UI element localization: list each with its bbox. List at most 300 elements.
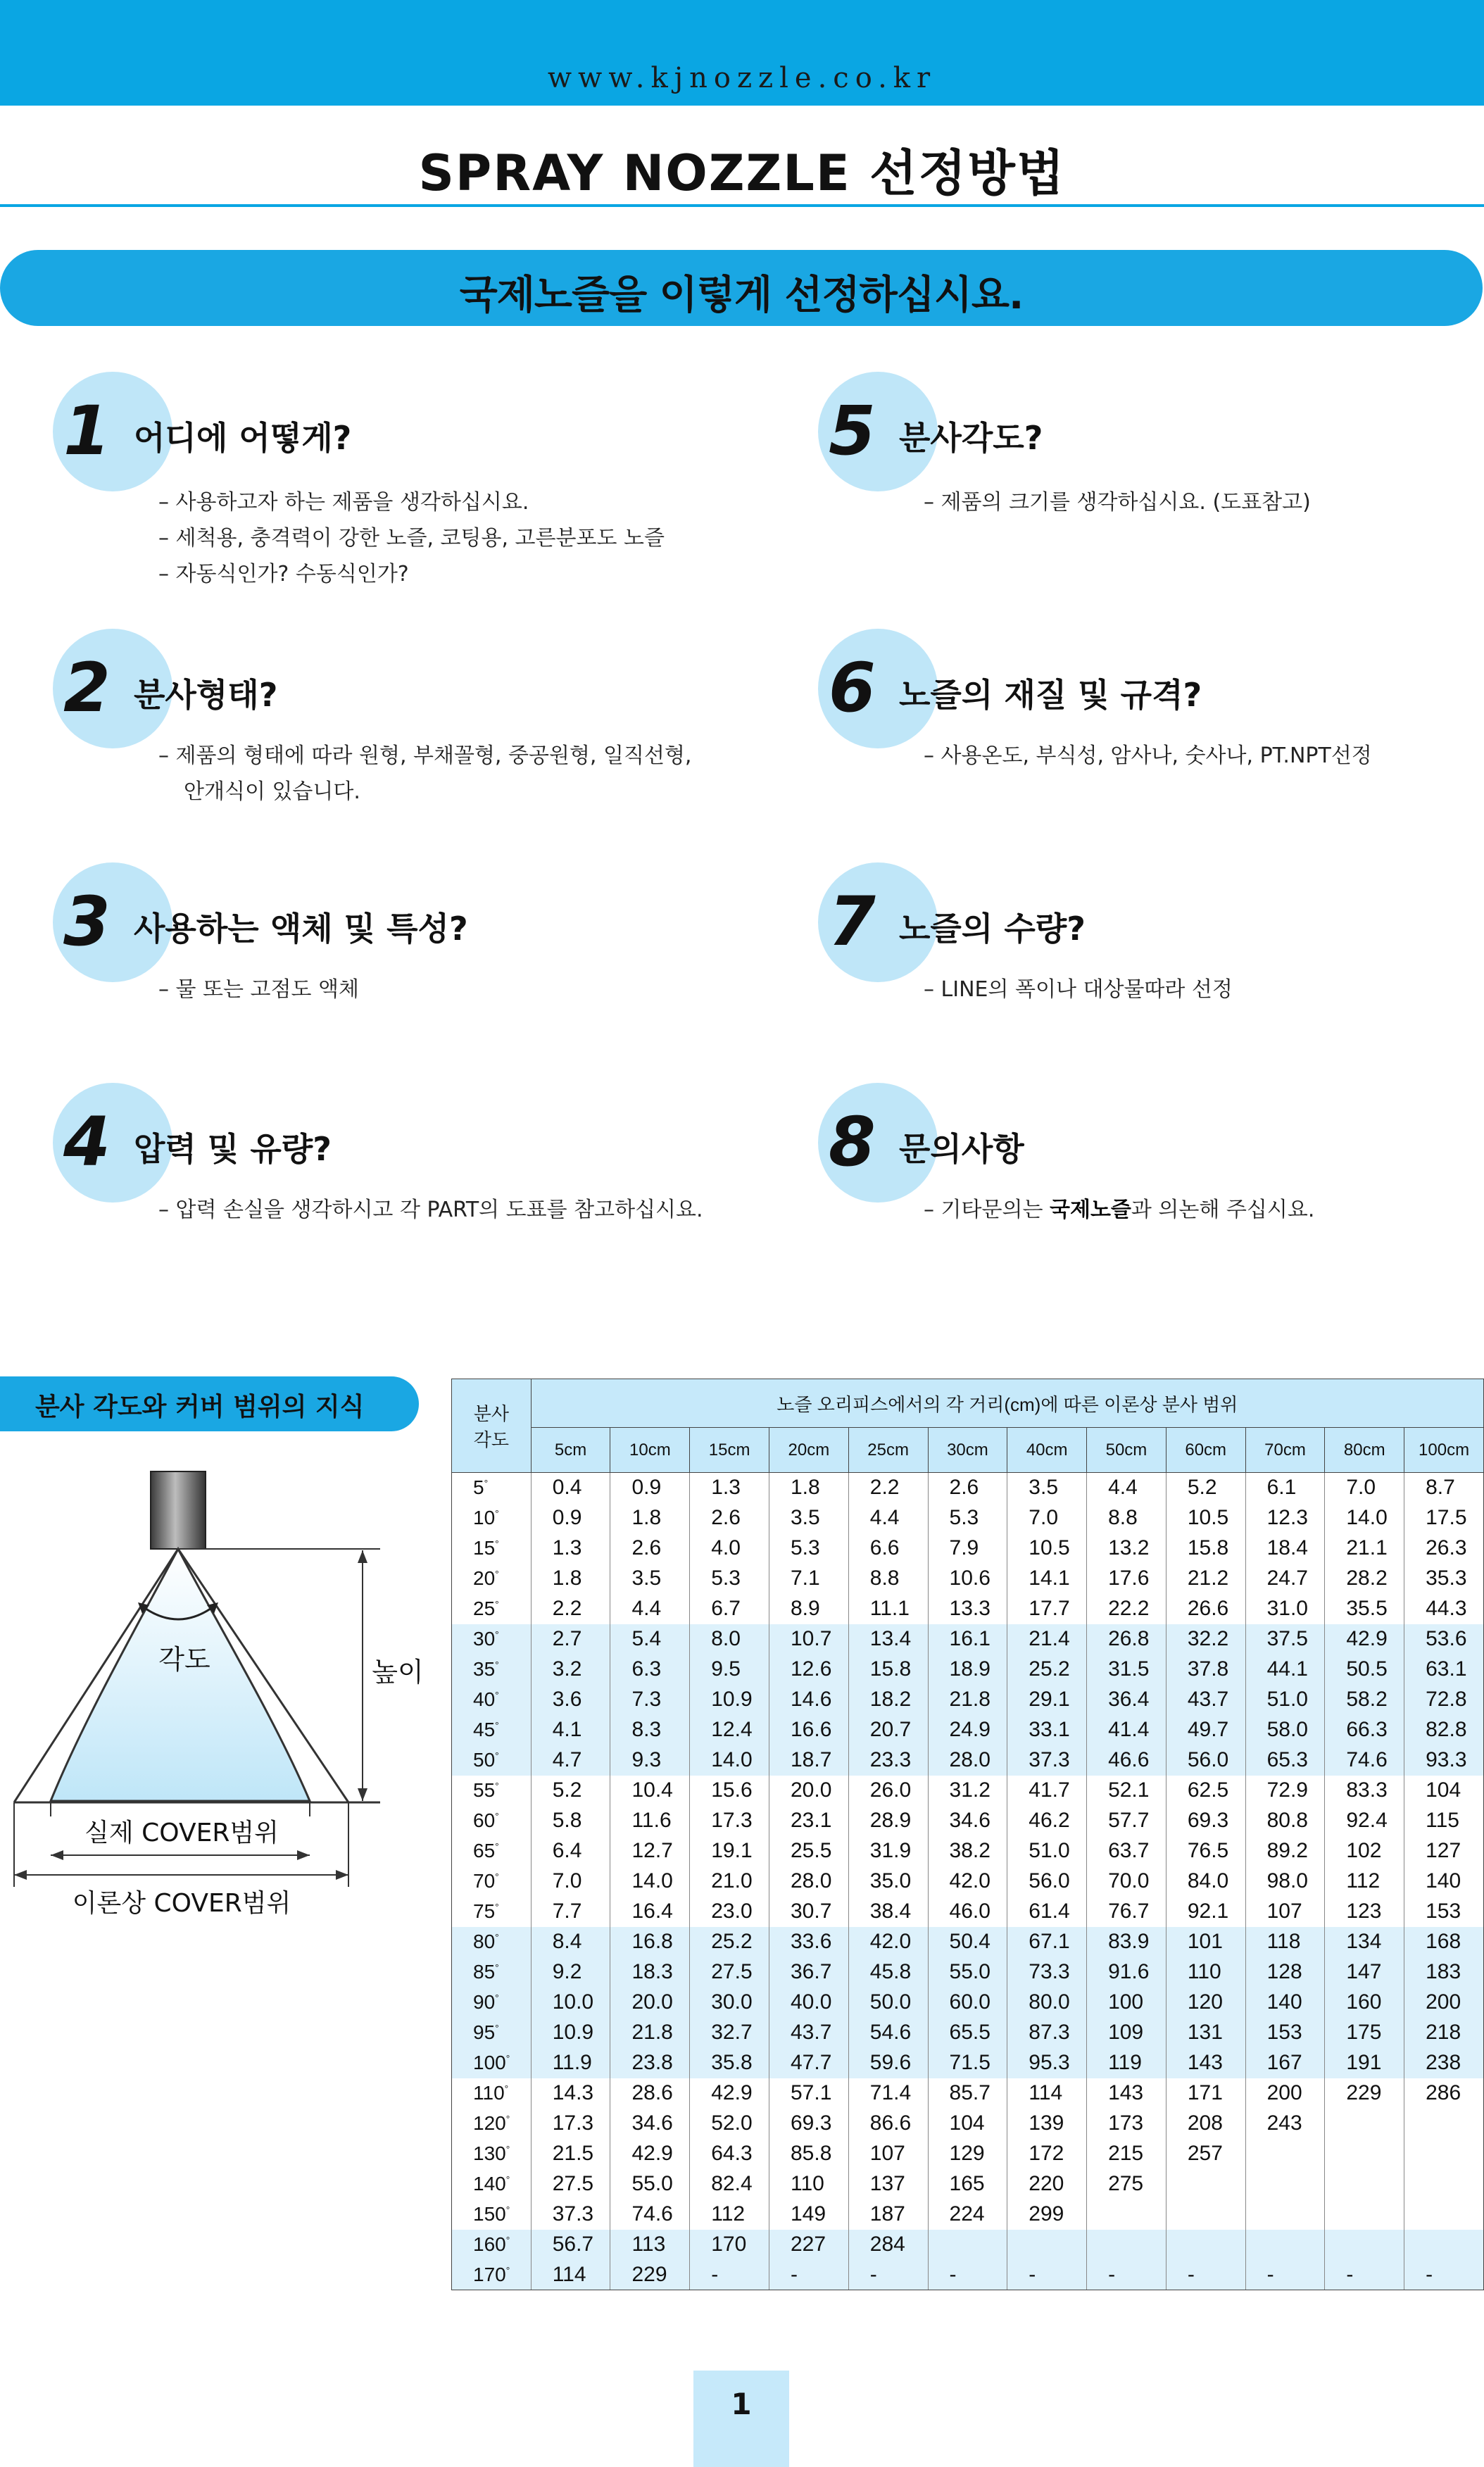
angle-value: 50 — [473, 1749, 496, 1771]
coverage-cell — [1245, 2199, 1325, 2230]
coverage-cell — [1087, 2199, 1167, 2230]
degree-icon: ° — [495, 1750, 499, 1762]
angle-cell — [452, 1836, 532, 1866]
coverage-cell: 8.4 — [531, 1927, 610, 1957]
coverage-cell: 229 — [1325, 2078, 1404, 2109]
coverage-cell: 0.4 — [531, 1473, 610, 1503]
angle-cell — [452, 1957, 532, 1988]
distance-header: 100cm — [1404, 1428, 1484, 1473]
coverage-cell: 56.7 — [531, 2230, 610, 2260]
table-row — [452, 2078, 1484, 2109]
coverage-cell: 17.6 — [1087, 1564, 1167, 1594]
coverage-cell: 9.3 — [610, 1745, 690, 1776]
angle-value: 110 — [473, 2082, 505, 2104]
coverage-cell: 2.2 — [531, 1594, 610, 1624]
coverage-cell: 14.0 — [1325, 1503, 1404, 1533]
coverage-cell: 50.4 — [928, 1927, 1007, 1957]
coverage-cell: 24.9 — [928, 1715, 1007, 1745]
coverage-cell: 35.0 — [848, 1866, 928, 1897]
coverage-cell: 11.6 — [610, 1806, 690, 1836]
step-heading: 분사형태? — [134, 676, 278, 714]
step-lines — [924, 738, 1372, 774]
coverage-cell: 7.9 — [928, 1533, 1007, 1564]
coverage-cell: 5.3 — [690, 1564, 769, 1594]
coverage-cell: 42.9 — [690, 2078, 769, 2109]
step-number: 3 — [63, 882, 111, 961]
table-row — [452, 1715, 1484, 1745]
coverage-cell: 25.5 — [769, 1836, 849, 1866]
step-6 — [765, 629, 1469, 805]
angle-value: 100 — [473, 2052, 506, 2073]
step-lines — [158, 1192, 703, 1228]
degree-icon: ° — [495, 1719, 499, 1731]
distance-group-header: 노즐 오리피스에서의 각 거리(cm)에 따른 이론상 분사 범위 — [531, 1379, 1483, 1428]
table-row — [452, 2139, 1484, 2169]
angle-value: 40 — [473, 1688, 496, 1710]
step-heading: 노즐의 수량? — [899, 910, 1086, 948]
coverage-cell: 30.7 — [769, 1897, 849, 1927]
coverage-cell: 5.8 — [531, 1806, 610, 1836]
coverage-cell: 46.0 — [928, 1897, 1007, 1927]
coverage-cell: 46.2 — [1007, 1806, 1087, 1836]
coverage-cell: 80.8 — [1245, 1806, 1325, 1836]
coverage-cell: 14.0 — [610, 1866, 690, 1897]
coverage-cell: 59.6 — [848, 2048, 928, 2078]
height-label: 높이 — [372, 1657, 424, 1688]
coverage-cell: 101 — [1166, 1927, 1245, 1957]
banner-text: 국제노즐을 이렇게 선정하십시요. — [459, 272, 1024, 318]
coverage-cell: 92.4 — [1325, 1806, 1404, 1836]
coverage-cell: 238 — [1404, 2048, 1484, 2078]
coverage-cell — [1245, 2169, 1325, 2199]
angle-cell — [452, 1503, 532, 1533]
coverage-cell: 165 — [928, 2169, 1007, 2199]
coverage-cell: 12.6 — [769, 1655, 849, 1685]
degree-icon: ° — [505, 2264, 510, 2276]
coverage-cell: 85.7 — [928, 2078, 1007, 2109]
step-lines — [924, 972, 1233, 1007]
coverage-cell: 18.4 — [1245, 1533, 1325, 1564]
coverage-cell: 11.1 — [848, 1594, 928, 1624]
coverage-cell: 80.0 — [1007, 1988, 1087, 2018]
coverage-cell: 51.0 — [1007, 1836, 1087, 1866]
coverage-cell: 17.7 — [1007, 1594, 1087, 1624]
table-row — [452, 2018, 1484, 2048]
coverage-cell: 7.7 — [531, 1897, 610, 1927]
coverage-cell: - — [928, 2260, 1007, 2290]
coverage-cell: 10.7 — [769, 1624, 849, 1655]
coverage-cell: 8.3 — [610, 1715, 690, 1745]
coverage-cell: 113 — [610, 2230, 690, 2260]
coverage-cell: 32.7 — [690, 2018, 769, 2048]
coverage-cell: 58.0 — [1245, 1715, 1325, 1745]
coverage-cell: 14.3 — [531, 2078, 610, 2109]
coverage-cell: - — [1087, 2260, 1167, 2290]
coverage-cell: 33.6 — [769, 1927, 849, 1957]
table-row — [452, 1533, 1484, 1564]
coverage-cell: 41.4 — [1087, 1715, 1167, 1745]
step-line: – 제품의 형태에 따라 원형, 부채꼴형, 중공원형, 일직선형, — [158, 743, 692, 768]
coverage-cell: 115 — [1404, 1806, 1484, 1836]
coverage-cell: 37.8 — [1166, 1655, 1245, 1685]
height-arrow-top — [358, 1550, 367, 1563]
coverage-cell: 153 — [1245, 2018, 1325, 2048]
coverage-cell: 2.6 — [928, 1473, 1007, 1503]
coverage-cell: 4.0 — [690, 1533, 769, 1564]
coverage-cell: 42.0 — [848, 1927, 928, 1957]
step-line-prefix: – 기타문의는 — [924, 1198, 1050, 1222]
angle-value: 140 — [473, 2173, 506, 2195]
coverage-cell: 36.4 — [1087, 1685, 1167, 1715]
coverage-cell: 6.4 — [531, 1836, 610, 1866]
coverage-cell: 43.7 — [1166, 1685, 1245, 1715]
table-row — [452, 1624, 1484, 1655]
coverage-cell: 31.9 — [848, 1836, 928, 1866]
coverage-cell: 119 — [1087, 2048, 1167, 2078]
table-row — [452, 2230, 1484, 2260]
page-number: 1 — [731, 2387, 752, 2421]
coverage-cell: 102 — [1325, 1836, 1404, 1866]
coverage-cell: 69.3 — [769, 2109, 849, 2139]
coverage-cell: 65.3 — [1245, 1745, 1325, 1776]
coverage-cell: 9.5 — [690, 1655, 769, 1685]
coverage-cell: 1.8 — [610, 1503, 690, 1533]
coverage-cell: 83.9 — [1087, 1927, 1167, 1957]
step-lines — [924, 1192, 1314, 1228]
coverage-cell: 83.3 — [1325, 1776, 1404, 1806]
coverage-cell: - — [769, 2260, 849, 2290]
coverage-cell: 62.5 — [1166, 1776, 1245, 1806]
coverage-cell: 3.5 — [1007, 1473, 1087, 1503]
step-heading: 사용하는 액체 및 특성? — [134, 910, 468, 948]
angle-label: 각도 — [158, 1644, 210, 1675]
coverage-cell: 128 — [1245, 1957, 1325, 1988]
coverage-cell: 31.2 — [928, 1776, 1007, 1806]
step-number: 7 — [829, 882, 876, 961]
step-lines — [158, 738, 691, 810]
coverage-cell: 21.0 — [690, 1866, 769, 1897]
step-line: – 사용하고자 하는 제품을 생각하십시요. — [158, 490, 529, 515]
step-line: – 자동식인가? 수동식인가? — [158, 562, 409, 586]
coverage-cell — [1404, 2199, 1484, 2230]
table-row — [452, 1564, 1484, 1594]
coverage-cell: 4.4 — [848, 1503, 928, 1533]
coverage-cell: 71.4 — [848, 2078, 928, 2109]
coverage-cell: 23.3 — [848, 1745, 928, 1776]
coverage-cell — [1245, 2139, 1325, 2169]
coverage-cell: 120 — [1166, 1988, 1245, 2018]
theory-arrow-left — [14, 1870, 27, 1880]
degree-icon: ° — [495, 1689, 499, 1701]
coverage-cell — [1404, 2139, 1484, 2169]
coverage-cell: 104 — [1404, 1776, 1484, 1806]
distance-header: 50cm — [1087, 1428, 1167, 1473]
coverage-cell: 13.2 — [1087, 1533, 1167, 1564]
coverage-cell: 38.2 — [928, 1836, 1007, 1866]
coverage-cell: 8.0 — [690, 1624, 769, 1655]
table-row — [452, 1988, 1484, 2018]
angle-value: 15 — [473, 1537, 496, 1559]
coverage-cell: 26.0 — [848, 1776, 928, 1806]
coverage-cell: 0.9 — [610, 1473, 690, 1503]
step-line: – 세척용, 충격력이 강한 노즐, 코팅용, 고른분포도 노즐 — [158, 526, 665, 551]
coverage-cell: - — [1166, 2260, 1245, 2290]
coverage-cell: 114 — [1007, 2078, 1087, 2109]
coverage-cell: 109 — [1087, 2018, 1167, 2048]
coverage-cell: 4.7 — [531, 1745, 610, 1776]
angle-cell — [452, 1624, 532, 1655]
coverage-cell — [1325, 2199, 1404, 2230]
site-url: www.kjnozzle.co.kr — [547, 62, 937, 94]
page-title: SPRAY NOZZLE 선정방법 — [418, 144, 1066, 202]
coverage-cell: 23.8 — [610, 2048, 690, 2078]
coverage-cell: 54.6 — [848, 2018, 928, 2048]
coverage-cell: 12.7 — [610, 1836, 690, 1866]
coverage-cell — [1245, 2230, 1325, 2260]
degree-icon: ° — [495, 1840, 499, 1852]
coverage-cell — [1166, 2169, 1245, 2199]
degree-icon: ° — [495, 1628, 499, 1640]
coverage-cell: 10.5 — [1007, 1533, 1087, 1564]
angle-value: 55 — [473, 1779, 496, 1801]
step-line: – 압력 손실을 생각하시고 각 PART의 도표를 참고하십시요. — [158, 1198, 703, 1222]
coverage-cell: 31.5 — [1087, 1655, 1167, 1685]
angle-cell — [452, 1715, 532, 1745]
coverage-cell: 16.6 — [769, 1715, 849, 1745]
coverage-cell — [1325, 2230, 1404, 2260]
coverage-cell: 98.0 — [1245, 1866, 1325, 1897]
coverage-cell: 89.2 — [1245, 1836, 1325, 1866]
angle-cell — [452, 1776, 532, 1806]
degree-icon: ° — [505, 2143, 510, 2155]
coverage-cell: 72.8 — [1404, 1685, 1484, 1715]
height-arrow-bottom — [358, 1788, 367, 1801]
step-heading: 분사각도? — [899, 419, 1043, 457]
coverage-cell: 91.6 — [1087, 1957, 1167, 1988]
distance-header: 25cm — [848, 1428, 928, 1473]
degree-icon: ° — [495, 1901, 499, 1913]
step-lines — [924, 484, 1311, 520]
coverage-cell: 52.1 — [1087, 1776, 1167, 1806]
coverage-cell: 42.0 — [928, 1866, 1007, 1897]
coverage-cell: 85.8 — [769, 2139, 849, 2169]
angle-cell — [452, 2139, 532, 2169]
coverage-cell: 227 — [769, 2230, 849, 2260]
coverage-cell: 33.1 — [1007, 1715, 1087, 1745]
coverage-cell: 66.3 — [1325, 1715, 1404, 1745]
coverage-cell: 25.2 — [690, 1927, 769, 1957]
coverage-cell: 26.8 — [1087, 1624, 1167, 1655]
angle-value: 95 — [473, 2021, 496, 2043]
angle-cell — [452, 2169, 532, 2199]
coverage-cell: 15.8 — [1166, 1533, 1245, 1564]
actual-arrow-left — [51, 1850, 63, 1860]
coverage-cell: 170 — [690, 2230, 769, 2260]
angle-value: 35 — [473, 1658, 496, 1680]
theory-cover-label: 이론상 COVER범위 — [72, 1889, 291, 1918]
degree-icon: ° — [495, 1810, 499, 1822]
coverage-cell: 84.0 — [1166, 1866, 1245, 1897]
coverage-cell: 5.3 — [769, 1533, 849, 1564]
coverage-cell: 20.0 — [610, 1988, 690, 2018]
degree-icon: ° — [495, 1961, 499, 1973]
actual-cover-label: 실제 COVER범위 — [84, 1819, 279, 1847]
coverage-cell: 34.6 — [610, 2109, 690, 2139]
coverage-cell: 4.4 — [1087, 1473, 1167, 1503]
table-row — [452, 1685, 1484, 1715]
coverage-cell: 43.7 — [769, 2018, 849, 2048]
coverage-cell: 65.5 — [928, 2018, 1007, 2048]
coverage-cell: 107 — [848, 2139, 928, 2169]
coverage-cell: 30.0 — [690, 1988, 769, 2018]
coverage-cell: 28.0 — [769, 1866, 849, 1897]
coverage-cell: 1.3 — [690, 1473, 769, 1503]
coverage-cell: 13.4 — [848, 1624, 928, 1655]
coverage-cell: 42.9 — [1325, 1624, 1404, 1655]
coverage-cell: 23.1 — [769, 1806, 849, 1836]
coverage-cell: 55.0 — [928, 1957, 1007, 1988]
coverage-cell: 82.8 — [1404, 1715, 1484, 1745]
angle-cell — [452, 2230, 532, 2260]
coverage-cell: 74.6 — [610, 2199, 690, 2230]
coverage-cell — [1166, 2230, 1245, 2260]
coverage-cell: 95.3 — [1007, 2048, 1087, 2078]
coverage-cell: 134 — [1325, 1927, 1404, 1957]
angle-cell — [452, 1866, 532, 1897]
coverage-cell: 112 — [1325, 1866, 1404, 1897]
angle-value: 10 — [473, 1507, 496, 1528]
coverage-cell: 104 — [928, 2109, 1007, 2139]
angle-cell — [452, 1988, 532, 2018]
coverage-cell: 123 — [1325, 1897, 1404, 1927]
angle-cell — [452, 1473, 532, 1503]
knowledge-title: 분사 각도와 커버 범위의 지식 — [35, 1393, 365, 1421]
coverage-cell: 10.4 — [610, 1776, 690, 1806]
coverage-cell: 172 — [1007, 2139, 1087, 2169]
coverage-cell: 9.2 — [531, 1957, 610, 1988]
coverage-cell: 1.8 — [769, 1473, 849, 1503]
table-row — [452, 1594, 1484, 1624]
coverage-cell: 127 — [1404, 1836, 1484, 1866]
degree-icon: ° — [495, 1992, 499, 2004]
table-row — [452, 1836, 1484, 1866]
coverage-cell: 69.3 — [1166, 1806, 1245, 1836]
step-1 — [0, 372, 704, 586]
coverage-cell: 10.5 — [1166, 1503, 1245, 1533]
coverage-cell — [1404, 2230, 1484, 2260]
coverage-cell: 21.4 — [1007, 1624, 1087, 1655]
coverage-cell: 5.2 — [1166, 1473, 1245, 1503]
coverage-cell: 7.0 — [1007, 1503, 1087, 1533]
coverage-cell: 11.9 — [531, 2048, 610, 2078]
table-row — [452, 1806, 1484, 1836]
angle-value: 130 — [473, 2142, 506, 2164]
table-row — [452, 1776, 1484, 1806]
coverage-cell: 140 — [1404, 1866, 1484, 1897]
step-lines — [158, 484, 665, 592]
degree-icon: ° — [505, 2173, 510, 2185]
angle-cell — [452, 1745, 532, 1776]
step-line: – 물 또는 고점도 액체 — [158, 977, 359, 1002]
coverage-cell: 218 — [1404, 2018, 1484, 2048]
table-row — [452, 1745, 1484, 1776]
coverage-cell: 183 — [1404, 1957, 1484, 1988]
distance-header: 15cm — [690, 1428, 769, 1473]
coverage-cell: 35.5 — [1325, 1594, 1404, 1624]
step-lines — [158, 972, 359, 1007]
coverage-cell: 17.3 — [531, 2109, 610, 2139]
coverage-cell: 143 — [1166, 2048, 1245, 2078]
coverage-cell: 76.5 — [1166, 1836, 1245, 1866]
angle-value: 70 — [473, 1870, 496, 1892]
coverage-cell: 6.7 — [690, 1594, 769, 1624]
coverage-cell: 18.7 — [769, 1745, 849, 1776]
coverage-cell: 6.6 — [848, 1533, 928, 1564]
distance-header: 40cm — [1007, 1428, 1087, 1473]
coverage-cell: 118 — [1245, 1927, 1325, 1957]
coverage-cell: 21.8 — [928, 1685, 1007, 1715]
coverage-cell: 15.8 — [848, 1655, 928, 1685]
coverage-cell: 200 — [1404, 1988, 1484, 2018]
coverage-cell: 74.6 — [1325, 1745, 1404, 1776]
coverage-cell: 18.2 — [848, 1685, 928, 1715]
degree-icon: ° — [505, 2234, 510, 2246]
angle-value: 25 — [473, 1597, 496, 1619]
coverage-cell: 5.3 — [928, 1503, 1007, 1533]
coverage-cell: 10.9 — [531, 2018, 610, 2048]
coverage-cell: 28.9 — [848, 1806, 928, 1836]
actual-arrow-right — [297, 1850, 310, 1860]
table-row — [452, 2169, 1484, 2199]
coverage-cell: 2.6 — [690, 1503, 769, 1533]
distance-header: 10cm — [610, 1428, 690, 1473]
coverage-cell: 92.1 — [1166, 1897, 1245, 1927]
distance-header: 30cm — [928, 1428, 1007, 1473]
degree-icon: ° — [495, 1507, 499, 1519]
step-heading: 압력 및 유량? — [134, 1130, 332, 1168]
coverage-cell: 114 — [531, 2260, 610, 2290]
coverage-cell: 14.0 — [690, 1745, 769, 1776]
coverage-cell: 137 — [848, 2169, 928, 2199]
coverage-cell: 110 — [1166, 1957, 1245, 1988]
angle-value: 85 — [473, 1961, 496, 1983]
coverage-cell: 86.6 — [848, 2109, 928, 2139]
coverage-cell — [1404, 2169, 1484, 2199]
degree-icon: ° — [504, 2083, 509, 2095]
angle-cell — [452, 1533, 532, 1564]
coverage-cell: 26.3 — [1404, 1533, 1484, 1564]
degree-icon: ° — [505, 2052, 510, 2064]
coverage-cell: 37.3 — [1007, 1745, 1087, 1776]
coverage-cell: 63.1 — [1404, 1655, 1484, 1685]
degree-icon: ° — [505, 2113, 510, 2125]
coverage-cell: 112 — [690, 2199, 769, 2230]
coverage-cell: - — [1007, 2260, 1087, 2290]
coverage-cell: 200 — [1245, 2078, 1325, 2109]
coverage-cell: 44.3 — [1404, 1594, 1484, 1624]
coverage-cell: 220 — [1007, 2169, 1087, 2199]
angle-cell — [452, 1685, 532, 1715]
step-line: 안개식이 있습니다. — [184, 779, 360, 804]
coverage-cell: 12.3 — [1245, 1503, 1325, 1533]
coverage-cell: 63.7 — [1087, 1836, 1167, 1866]
coverage-cell: 5.4 — [610, 1624, 690, 1655]
step-number: 2 — [63, 648, 111, 727]
coverage-cell: 50.5 — [1325, 1655, 1404, 1685]
step-heading: 어디에 어떻게? — [134, 419, 352, 457]
angle-value: 60 — [473, 1809, 496, 1831]
coverage-cell — [928, 2230, 1007, 2260]
